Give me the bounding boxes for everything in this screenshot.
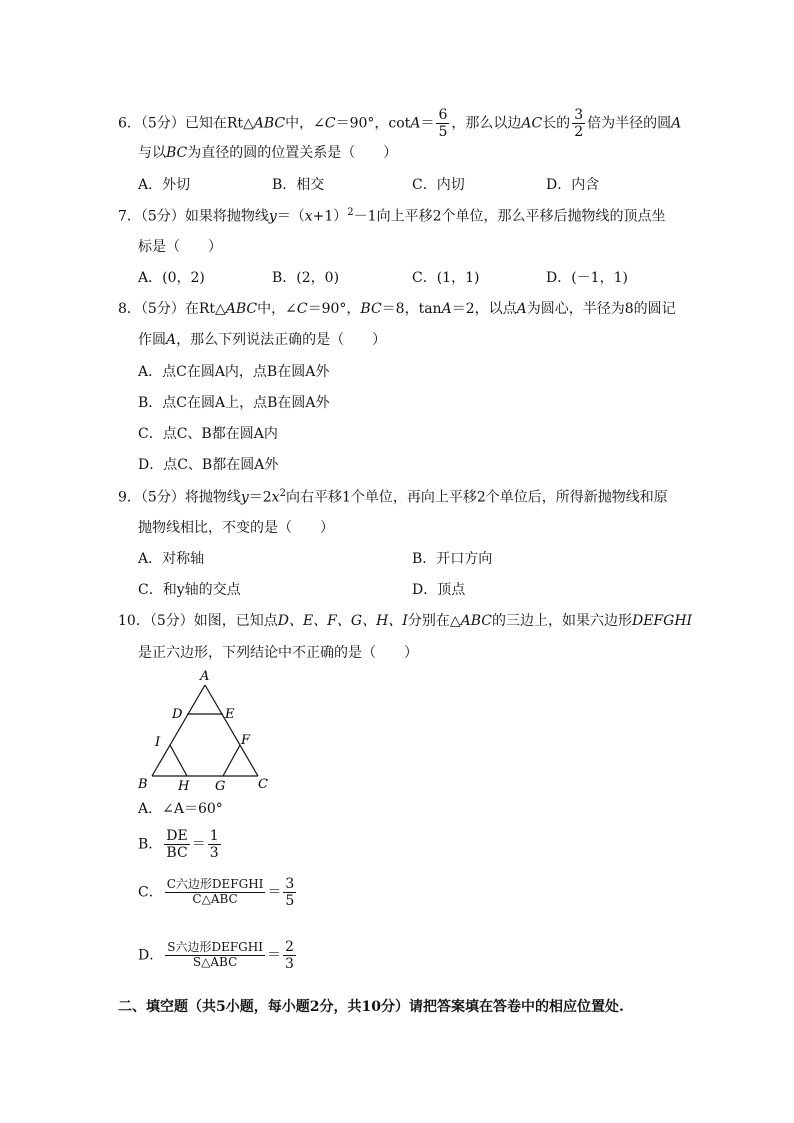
q6-option-a: A．外切 [138,177,191,193]
q10-triangle-figure [130,664,280,794]
q7-option-d: D．(－1，1) [546,270,628,286]
label-a: A [200,669,210,684]
q7-line1: 7．（5分）如果将抛物线$y=(x+1)^2-1$向上平移2个单位，那么平移后抛物线的顶点坐 [118,207,666,225]
q9-option-c: C．和y轴的交点 [138,582,241,598]
q9-option-b: B．开口方向 [412,551,493,567]
q8-line1: 8．（5分）在Rt△ABC中，∠C＝90°，BC＝8，tanA＝2，以点A为圆心，半径为8的圆记 [118,301,676,317]
q10-line2: 是正六边形，下列结论中不正确的是（ ） [138,645,418,661]
segment-ih [170,745,187,776]
label-c: C [258,777,268,792]
label-e: E [225,707,235,722]
q8-option-c: C．点C、B都在圆A内 [138,426,278,442]
q6-option-d: D．内含 [546,177,600,193]
q6-line1: 6．（5分）已知在Rt△ABC中，∠C＝90°，cotA＝ $\frac{6}{5}$ ，那么以边AC长的 $\frac{3}{2}$ 倍为半径的圆A [118,107,682,141]
q6-fraction-radius: $\frac{3}{2}$ [574,107,584,141]
q7-option-a: A．(0，2) [138,270,205,286]
q8-option-d: D．点C、B都在圆A外 [138,457,279,473]
q10-option-b: B． $\frac{DE}{BC}$ ＝ $\frac{1}{3}$ [138,828,219,862]
side-ab [152,685,205,776]
label-g: G [215,779,226,794]
q6-fraction-cot: $\frac{6}{5}$ [438,107,448,141]
q6-option-c: C．内切 [412,177,465,193]
q10-line1: 10．（5分）如图，已知点D、E、F、G、H、I分别在△ABC的三边上，如果六边形DEFGHI [118,613,693,629]
label-h: H [178,779,190,794]
q9-line1: 9．（5分）将抛物线$y=2x^2$向右平移1个单位，再向上平移2个单位后，所得新抛物线和原 [118,488,668,506]
label-d: D [172,707,183,722]
q6-option-b: B．相交 [272,177,325,193]
q6-line2: 与以BC为直径的圆的位置关系是（ ） [138,145,398,161]
q10-option-d: D． $\frac{\text{S六边形DEFGHI}}{\text{S△ABC}}$ ＝ $\frac{2}{3}$ [138,939,294,973]
section-2-heading: 二、填空题（共5小题，每小题2分，共10分）请把答案填在答卷中的相应位置处. [118,999,624,1015]
segment-fg [223,745,240,776]
side-ac [205,685,258,776]
label-f: F [241,733,251,748]
label-b: B [138,777,148,792]
q7-option-c: C．(1，1) [412,270,480,286]
q10-option-c: C． $\frac{\text{C六边形DEFGHI}}{\text{C△ABC}}$ ＝ $\frac{3}{5}$ [138,876,295,910]
label-i: I [155,735,161,750]
q7-line2: 标是（ ） [138,239,222,255]
q8-option-b: B．点C在圆A上，点B在圆A外 [138,395,330,411]
q10-option-a: A．∠A＝60° [138,801,223,817]
q9-option-a: A．对称轴 [138,551,205,567]
q7-option-b: B．(2，0) [272,270,340,286]
q9-line2: 抛物线相比，不变的是（ ） [138,520,334,536]
q8-option-a: A．点C在圆A内，点B在圆A外 [138,364,330,380]
q9-option-d: D．顶点 [412,582,466,598]
q8-line2: 作圆A，那么下列说法正确的是（ ） [138,332,387,348]
